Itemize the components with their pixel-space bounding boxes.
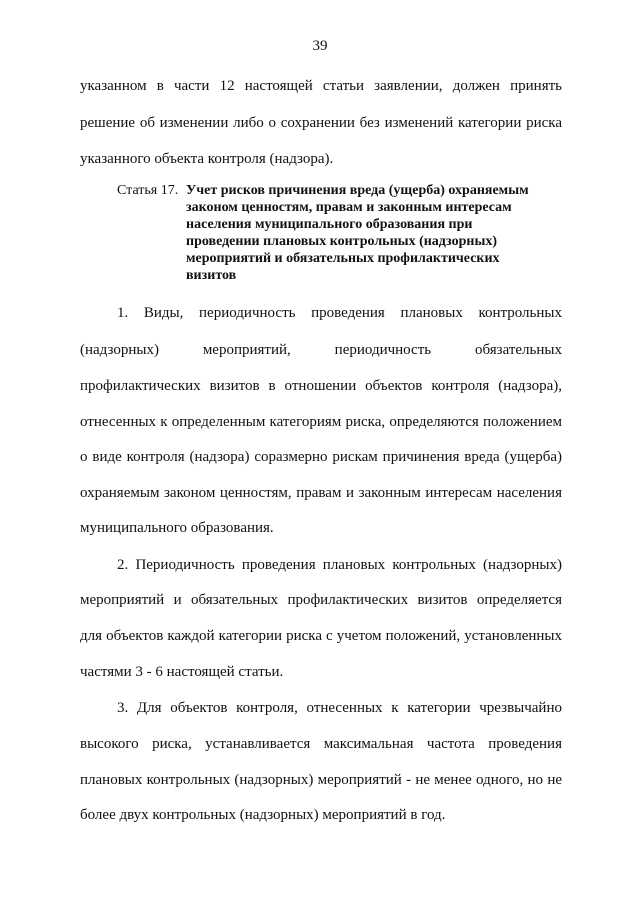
text-line: профилактических визитов в отношении объектов контроля (надзора),: [80, 378, 562, 394]
text-line: (надзорных) мероприятий, периодичность обязательных: [80, 342, 562, 358]
text-line: высокого риска, устанавливается максимальная частота проведения: [80, 736, 562, 752]
article-title-line: населения муниципального образования при: [186, 217, 473, 232]
article-title-line: мероприятий и обязательных профилактических: [186, 251, 500, 266]
text-line: частями 3 - 6 настоящей статьи.: [80, 664, 284, 680]
text-line: отнесенных к определенным категориям риска, определяются положением: [80, 414, 562, 430]
text-line: о виде контроля (надзора) соразмерно рискам причинения вреда (ущерба): [80, 449, 562, 465]
text-line: указанном в части 12 настоящей статьи заявлении, должен принять: [80, 78, 562, 94]
text-line: мероприятий и обязательных профилактических визитов определяется: [80, 592, 562, 608]
text-line: более двух контрольных (надзорных) мероприятий в год.: [80, 807, 446, 823]
article-title-line: законом ценностям, правам и законным интересам: [186, 200, 512, 215]
article-title-line: визитов: [186, 268, 237, 283]
text-line: указанного объекта контроля (надзора).: [80, 151, 334, 167]
text-line: муниципального образования.: [80, 520, 274, 536]
text-line: плановых контрольных (надзорных) мероприятий - не менее одного, но не: [80, 772, 562, 788]
text-line: решение об изменении либо о сохранении без изменений категории риска: [80, 115, 562, 131]
text-line: охраняемым законом ценностям, правам и законным интересам населения: [80, 485, 562, 501]
article-label: Статья 17.: [117, 183, 179, 198]
text-line: для объектов каждой категории риска с учетом положений, установленных: [80, 628, 562, 644]
article-title-line: Учет рисков причинения вреда (ущерба) охраняемым: [186, 183, 529, 198]
article-title-line: проведении плановых контрольных (надзорных): [186, 234, 498, 249]
text-line: 3. Для объектов контроля, отнесенных к категории чрезвычайно: [117, 700, 562, 716]
text-line: 2. Периодичность проведения плановых контрольных (надзорных): [117, 557, 562, 573]
page-number: 39: [312, 38, 328, 54]
text-line: 1. Виды, периодичность проведения плановых контрольных: [117, 305, 562, 321]
